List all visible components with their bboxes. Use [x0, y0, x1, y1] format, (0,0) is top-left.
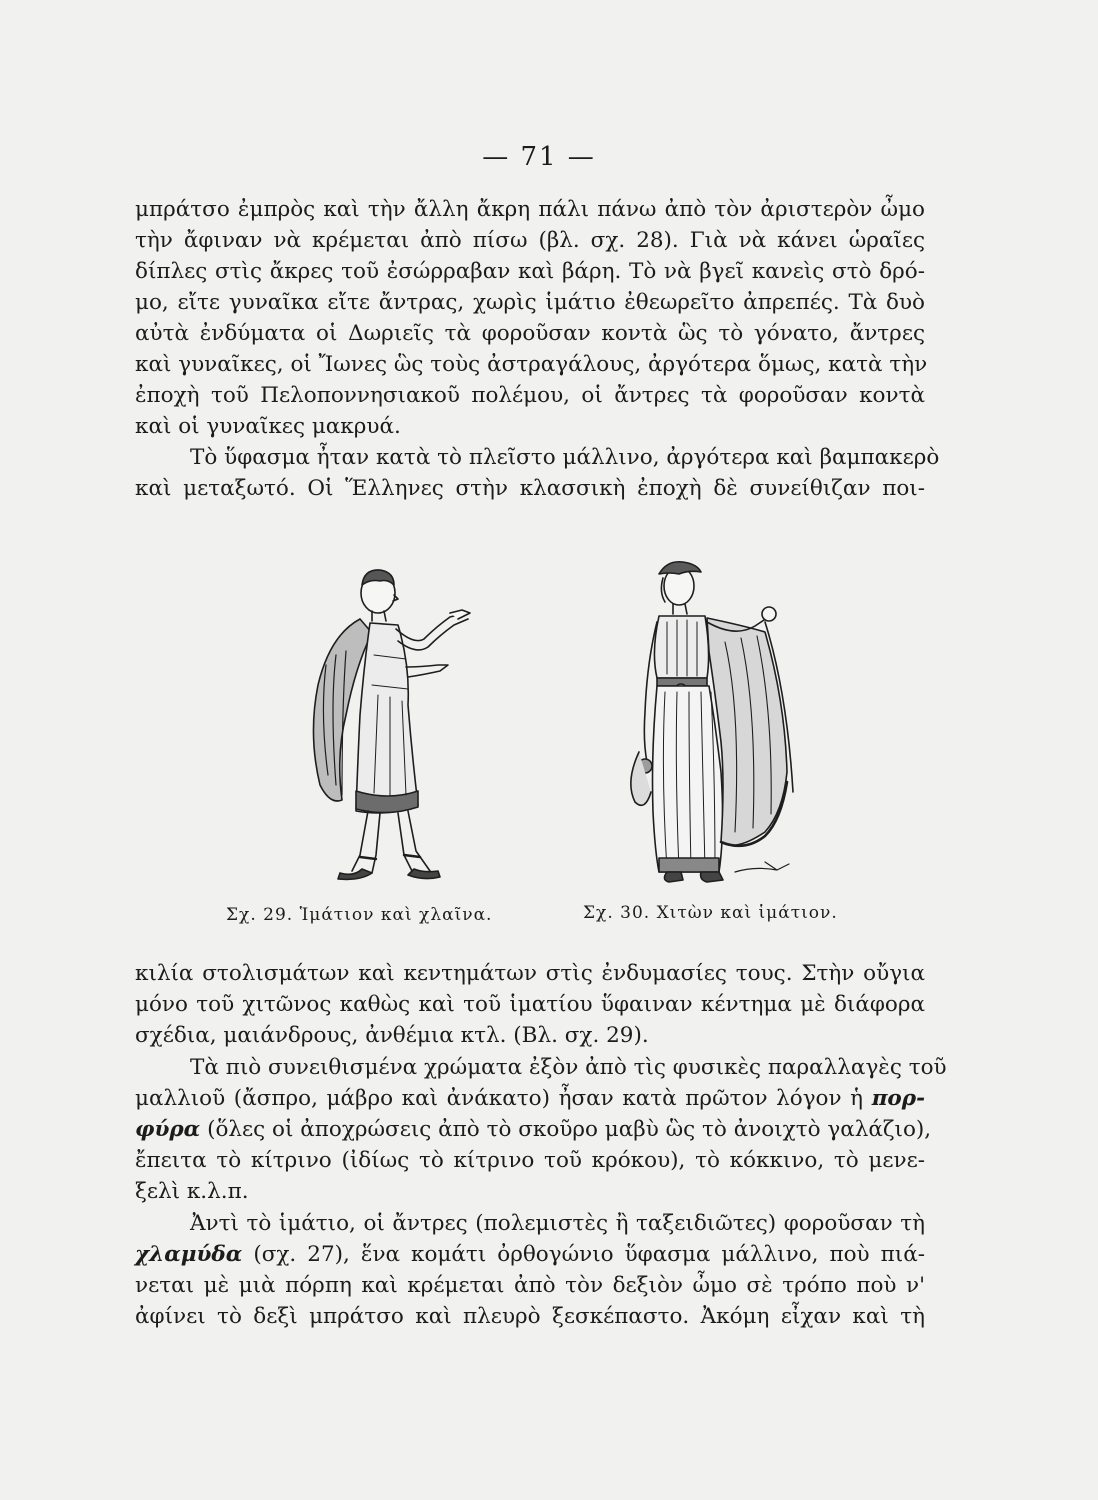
text-line: τὴν ἄφιναν νὰ κρέμεται ἀπὸ πίσω (βλ. σχ. 28). Γιὰ νὰ κάνει ὡραῖες — [135, 228, 925, 253]
text-line: δίπλες στὶς ἄκρες τοῦ ἐσώρραβαν καὶ βάρη. Τὸ νὰ βγεῖ κανεὶς στὸ δρό- — [135, 259, 925, 284]
text-line: καὶ μεταξωτό. Οἱ Ἕλληνες στὴν κλασσικὴ ἐποχὴ δὲ συνείθιζαν ποι- — [135, 476, 925, 501]
text-segment: (σχ. 27), ἕνα κομάτι ὀρθογώνιο ὕφασμα μάλλινο, ποὺ πιά- — [253, 1242, 925, 1267]
text-line: ξελὶ κ.λ.π. — [135, 1179, 249, 1204]
woman-figure-drawing — [615, 552, 815, 887]
text-line: σχέδια, μαιάνδρους, ἀνθέμια κτλ. (Βλ. σχ. 29). — [135, 1023, 649, 1048]
bold-term: πορ- — [871, 1086, 925, 1111]
text-line: μόνο τοῦ χιτῶνος καθὼς καὶ τοῦ ἱματίου ὕφαιναν κέντημα μὲ διάφορα — [135, 992, 925, 1017]
text-line: Τὸ ὕφασμα ἦταν κατὰ τὸ πλεῖστο μάλλινο, ἀργότερα καὶ βαμπακερὸ — [190, 445, 940, 470]
text-line — [135, 1083, 925, 1114]
figure-30-illustration — [615, 552, 815, 887]
text-segment: μαλλιοῦ (ἄσπρο, μάβρο καὶ ἀνάκατο) ἦσαν κατὰ πρῶτον λόγον ἡ — [135, 1086, 864, 1111]
text-line: αὐτὰ ἐνδύματα οἱ Δωριεῖς τὰ φοροῦσαν κοντὰ ὣς τὸ γόνατο, ἄντρες — [135, 321, 925, 346]
text-line: ἐποχὴ τοῦ Πελοποννησιακοῦ πολέμου, οἱ ἄντρες τὰ φοροῦσαν κοντὰ — [135, 383, 925, 408]
paragraph-bottom-1 — [135, 958, 925, 1051]
paragraph-top-2 — [135, 442, 940, 504]
page-number: — 71 — — [482, 142, 596, 172]
figure-30-caption: Σχ. 30. Χιτὼν καὶ ἱμάτιον. — [583, 903, 838, 923]
text-line: μπράτσο ἐμπρὸς καὶ τὴν ἄλλη ἄκρη πάλι πάνω ἀπὸ τὸν ἀριστερὸν ὦμο — [135, 197, 925, 222]
text-line: μο, εἴτε γυναῖκα εἴτε ἄντρας, χωρὶς ἱμάτιο ἐθεωρεῖτο ἀπρεπές. Τὰ δυὸ — [135, 290, 925, 315]
text-line: καὶ οἱ γυναῖκες μακρυά. — [135, 414, 401, 439]
bold-term: χλαμύδα — [135, 1242, 243, 1267]
text-line: ἀφίνει τὸ δεξὶ μπράτσο καὶ πλευρὸ ξεσκέπαστο. Ἀκόμη εἶχαν καὶ τὴ — [135, 1304, 925, 1329]
text-line: ἔπειτα τὸ κίτρινο (ἰδίως τὸ κίτρινο τοῦ κρόκου), τὸ κόκκινο, τὸ μενε- — [135, 1148, 925, 1173]
text-line: καὶ γυναῖκες, οἱ Ἴωνες ὣς τοὺς ἀστραγάλους, ἀργότερα ὅμως, κατὰ τὴν — [135, 352, 928, 377]
paragraph-bottom-3 — [135, 1208, 925, 1332]
text-line: νεται μὲ μιὰ πόρπη καὶ κρέμεται ἀπὸ τὸν δεξιὸν ὦμο σὲ τρόπο ποὺ ν' — [135, 1273, 925, 1298]
text-line: Τὰ πιὸ συνειθισμένα χρώματα ἐξὸν ἀπὸ τὶς φυσικὲς παραλλαγὲς τοῦ — [190, 1055, 947, 1080]
paragraph-top-1 — [135, 194, 928, 442]
paragraph-bottom-2 — [135, 1052, 947, 1207]
figure-29-illustration — [290, 555, 490, 885]
figure-29-caption: Σχ. 29. Ἱμάτιον καὶ χλαῖνα. — [226, 905, 493, 925]
text-line: Ἀντὶ τὸ ἱμάτιο, οἱ ἄντρες (πολεμιστὲς ἢ ταξειδιῶτες) φοροῦσαν τὴ — [190, 1211, 925, 1236]
bold-term: φύρα — [135, 1117, 201, 1142]
text-line — [135, 1114, 932, 1145]
man-figure-drawing — [290, 555, 490, 885]
text-segment: (ὅλες οἱ ἀποχρώσεις ἀπὸ τὸ σκοῦρο μαβὺ ὣς τὸ ἀνοιχτὸ γαλάζιο), — [207, 1117, 932, 1142]
text-line — [135, 1239, 925, 1270]
text-line: κιλία στολισμάτων καὶ κεντημάτων στὶς ἐνδυμασίες τους. Στὴν οὔγια — [135, 961, 925, 986]
